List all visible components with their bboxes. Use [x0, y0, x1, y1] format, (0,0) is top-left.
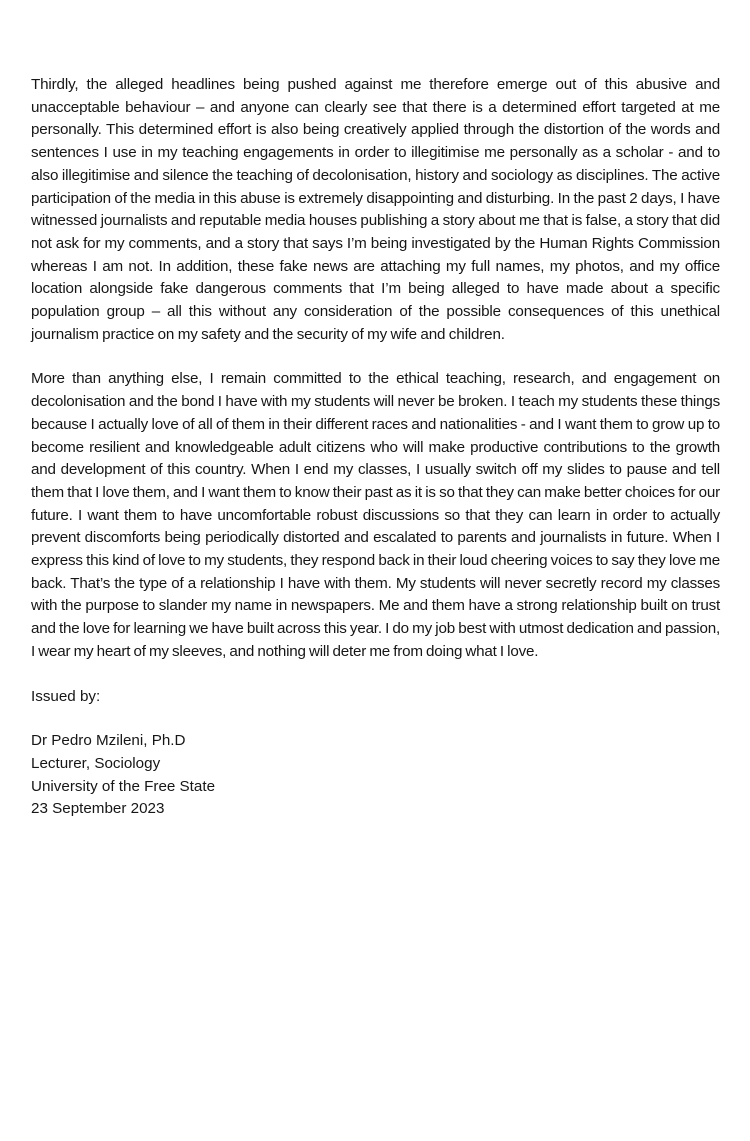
signatory-title: Lecturer, Sociology — [31, 754, 161, 772]
signature-block — [31, 730, 720, 821]
issued-by-label: Issued by: — [31, 687, 101, 705]
signatory-name: Dr Pedro Mzileni, Ph.D — [31, 732, 186, 750]
signatory-institution: University of the Free State — [31, 777, 216, 795]
issue-date: 23 September 2023 — [31, 800, 165, 818]
paragraph-commitment: More than anything else, I remain committed to the ethical teaching, research, and engagement on decolonisation and the bond I have with my students will never be broken. I teach my students these things because I actually love of all of them in their different races and nationalities - and I want them to grow up to become resilient and knowledgeable adult citizens who will make productive contributions to the growth and development of this country. When I end my classes, I usually switch off my slides to pause and tell them that I love them, and I want them to know their past as it is so that they can make better choices for our future. I want them to have uncomfortable robust discussions so that they can learn in order to actually prevent discomforts being periodically distorted and escalated to parents and journalists in future. When I express this kind of love to my students, they respond back in their loud cheering voices to say they love me back. That’s the type of a relationship I have with them. My students will never secretly record my classes with the purpose to slander my name in newspapers. Me and them have a strong relationship built on trust and the love for learning we have built across this year. I do my job best with utmost dedication and passion, I wear my heart of my sleeves, and nothing will deter me from doing what I love. — [31, 370, 720, 660]
paragraph-media-abuse: Thirdly, the alleged headlines being pushed against me therefore emerge out of this abusive and unacceptable behaviour – and anyone can clearly see that there is a determined effort targeted at me personally. This determined effort is also being creatively applied through the distortion of the words and sentences I use in my teaching engagements in order to illegitimise me personally as a scholar - and to also illegitimise and silence the teaching of decolonisation, history and sociology as disciplines. The active participation of the media in this abuse is extremely disappointing and disturbing. In the past 2 days, I have witnessed journalists and reputable media houses publishing a story about me that is false, a story that did not ask for my comments, and a story that says I’m being investigated by the Human Rights Commission whereas I am not. In addition, these fake news are attaching my full names, my photos, and my office location alongside fake dangerous comments that I’m being alleged to have made about a specific population group – all this without any consideration of the possible consequences of this unethical journalism practice on my safety and the security of my wife and children. — [31, 76, 720, 343]
